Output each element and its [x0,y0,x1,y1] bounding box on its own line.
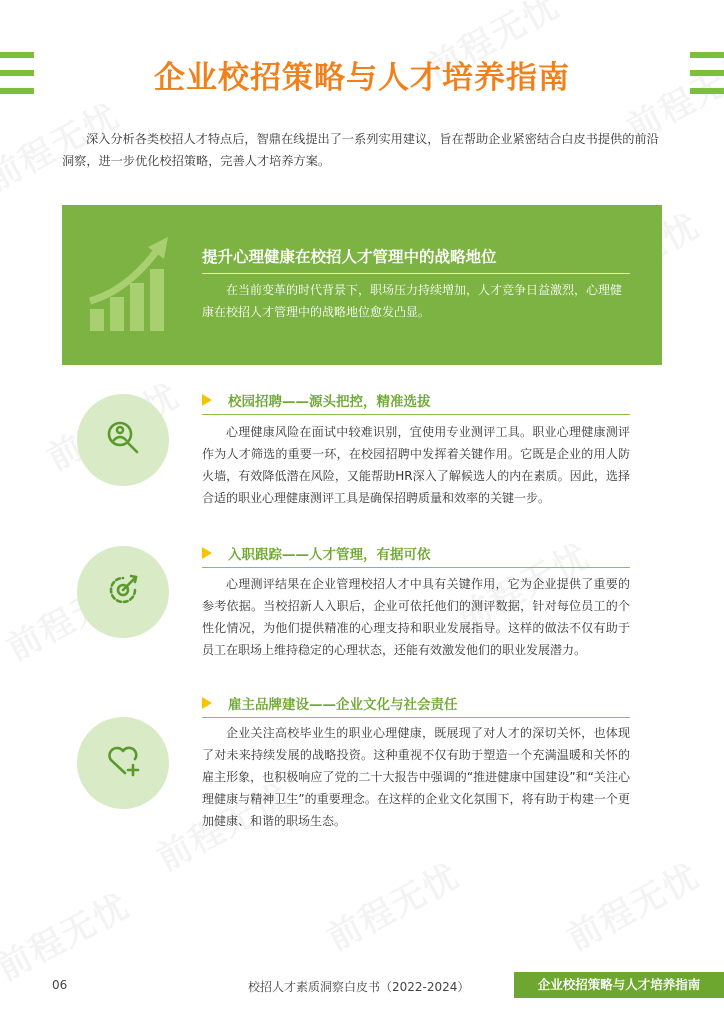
section-divider [202,717,630,718]
section-body: 心理健康风险在面试中较难识别，宜使用专业测评工具。职业心理健康测评作为人才筛选的重要一环，在校园招聘中发挥着关键作用。它既是企业的用人防火墙，有效降低潜在风险，又能帮助HR深入了解候选人的内在素质。因此，选择合适的职业心理健康测评工具是确保招聘质量和效率的关键一步。 [202,425,630,505]
triangle-bullet-icon [202,394,212,406]
watermark [317,849,467,960]
section-body: 心理测评结果在企业管理校招人才中具有关键作用，它为企业提供了重要的参考依据。当校招新人入职后，企业可依托他们的测评数据，针对每位员工的个性化情况，为他们提供精准的心理支持和职业发展指导。这样的做法不仅有助于员工在职场上维持稳定的心理状态，还能有效激发他们的职业发展潜力。 [202,577,630,657]
section-icon-circle [77,717,169,809]
section-title: 校园招聘——源头把控，精准选拔 [228,394,431,410]
target-progress-icon [103,570,143,614]
heart-plus-icon [103,741,143,785]
triangle-bullet-icon [202,547,212,559]
intro-paragraph: 深入分析各类校招人才特点后，智鼎在线提出了一系列实用建议，旨在帮助企业紧密结合白皮书提供的前沿洞察，进一步优化校招策略，完善人才培养方案。 [62,132,659,168]
section-icon-circle [77,394,169,486]
publication-title: 校招人才素质洞察白皮书（2022-2024） [248,980,470,994]
banner-text: 在当前变革的时代背景下，职场压力持续增加，人才竞争日益激烈，心理健康在校招人才管理中的战略地位愈发凸显。 [202,283,623,319]
section-title: 雇主品牌建设——企业文化与社会责任 [228,697,458,713]
growth-chart-icon [88,235,178,339]
page-number: 06 [52,978,68,992]
strategy-banner [62,205,662,365]
watermark [0,879,137,990]
triangle-bullet-icon [202,697,212,709]
section-divider [202,414,630,415]
watermark [557,849,707,960]
footer-section-tag: 企业校招策略与人才培养指南 [514,972,724,998]
section-body: 企业关注高校毕业生的职业心理健康，既展现了对人才的深切关怀，也体现了对未来持续发展的战略投资。这种重视不仅有助于塑造一个充满温暖和关怀的雇主形象，也积极响应了党的二十大报告中强调的“推进健康中国建设”和“关注心理健康与精神卫生”的重要理念。在这样的企业文化氛围下，将有助于构建一个更加健康、和谐的职场生态。 [202,726,630,828]
section-divider [202,567,630,568]
magnifier-person-icon [103,418,143,462]
banner-divider [202,273,630,274]
section-icon-circle [77,546,169,638]
section-title: 入职跟踪——人才管理，有据可依 [228,547,431,563]
banner-title: 提升心理健康在校招人才管理中的战略地位 [202,248,497,266]
page-title: 企业校招策略与人才培养指南 [154,60,570,96]
